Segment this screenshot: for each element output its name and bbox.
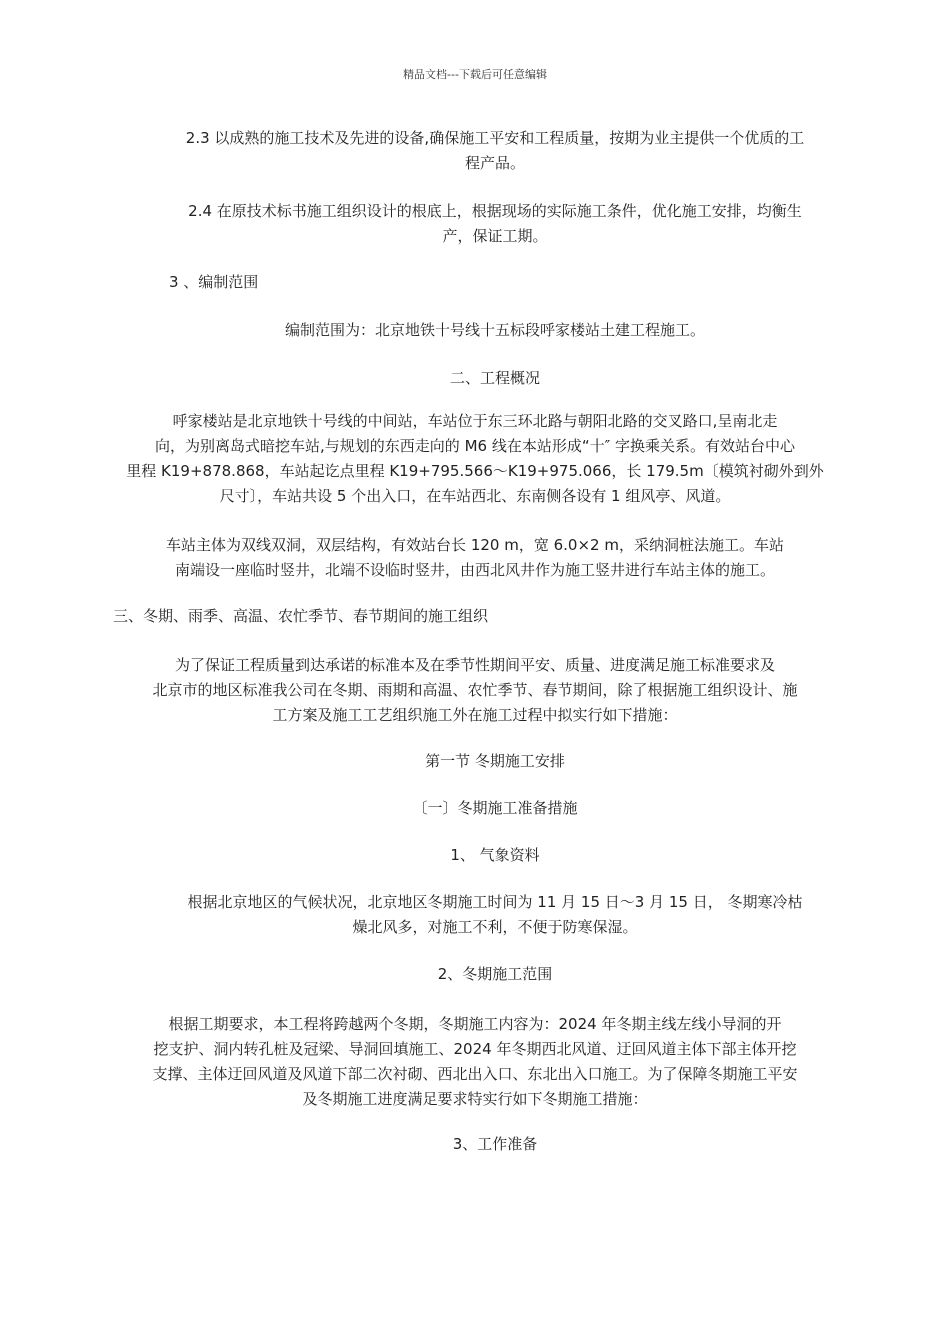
text-line: 南端设一座临时竖井，北端不设临时竖井，由西北风井作为施工竖井进行车站主体的施工。 [174, 561, 775, 579]
text-line: 北京市的地区标准我公司在冬期、雨期和高温、农忙季节、春节期间，除了根据施工组织设计、施 [152, 681, 798, 699]
section-2-heading: 二、工程概况 [449, 369, 540, 387]
text-line: 2.3 以成熟的施工技术及先进的设备,确保施工平安和工程质量，按期为业主提供一个优质的工 [185, 129, 805, 147]
text-line: 向，为别离岛式暗挖车站,与规划的东西走向的 M6 线在本站形成“十″ 字换乘关系。有效站台中心 [155, 437, 795, 455]
item-3-heading: 3、工作准备 [452, 1135, 538, 1153]
text-line: 根据北京地区的气候状况，北京地区冬期施工时间为 11 月 15 日～3 月 15 日， 冬期寒冷枯 [187, 893, 803, 911]
text-line: 车站主体为双线双洞，双层结构，有效站台长 120 m，宽 6.0×2 m，采纳洞桩法施工。车站 [166, 536, 784, 554]
measures-intro [112, 653, 838, 728]
text-line: 挖支护、洞内转孔桩及冠梁、导洞回填施工、2024 年冬期西北风道、迂回风道主体下部主体开挖 [153, 1040, 797, 1058]
winter-scope-paragraph [112, 1012, 838, 1112]
item-1-heading: 1、 气象资料 [450, 846, 540, 864]
page-header: 精品文档---下载后可任意编辑 [403, 68, 547, 81]
text-line: 工方案及施工工艺组织施工外在施工过程中拟实行如下措施： [272, 706, 678, 724]
text-line: 为了保证工程质量到达承诺的标准本及在季节性期间平安、质量、进度满足施工标准要求及 [174, 656, 775, 674]
text-line: 及冬期施工进度满足要求特实行如下冬期施工措施： [302, 1090, 648, 1108]
subsection-1-heading: 〔一〕冬期施工准备措施 [412, 799, 578, 817]
text-line: 里程 K19+878.868，车站起讫点里程 K19+795.566～K19+975.066，长 179.5m〔模筑衬砌外到外 [126, 462, 824, 480]
text-line: 2.4 在原技术标书施工组织设计的根底上，根据现场的实际施工条件，优化施工安排，均衡生 [188, 202, 802, 220]
station-structure [112, 533, 838, 583]
section-3-heading: 3 、编制范围 [169, 273, 259, 291]
section-3-main-heading: 三、冬期、雨季、高温、农忙季节、春节期间的施工组织 [113, 607, 489, 625]
text-line: 程产品。 [464, 154, 525, 172]
paragraph-2-4 [145, 199, 845, 249]
text-line: 尺寸〕，车站共设 5 个出入口，在车站西北、东南侧各设有 1 组风亭、风道。 [219, 487, 731, 505]
text-line: 燥北风多，对施工不利，不便于防寒保湿。 [352, 918, 638, 936]
chapter-1-heading: 第一节 冬期施工安排 [425, 752, 565, 770]
text-line: 支撑、主体迂回风道及风道下部二次衬砌、西北出入口、东北出入口施工。为了保障冬期施工平安 [152, 1065, 798, 1083]
project-overview [112, 409, 838, 509]
text-line: 呼家楼站是北京地铁十号线的中间站，车站位于东三环北路与朝阳北路的交叉路口,呈南北走 [172, 412, 778, 430]
text-line: 根据工期要求，本工程将跨越两个冬期，冬期施工内容为：2024 年冬期主线左线小导洞的开 [168, 1015, 782, 1033]
scope-of-compilation: 编制范围为：北京地铁十号线十五标段呼家楼站土建工程施工。 [284, 321, 705, 339]
text-line: 产，保证工期。 [442, 227, 548, 245]
weather-paragraph [140, 890, 850, 940]
paragraph-2-3 [145, 126, 845, 176]
item-2-heading: 2、冬期施工范围 [437, 965, 553, 983]
